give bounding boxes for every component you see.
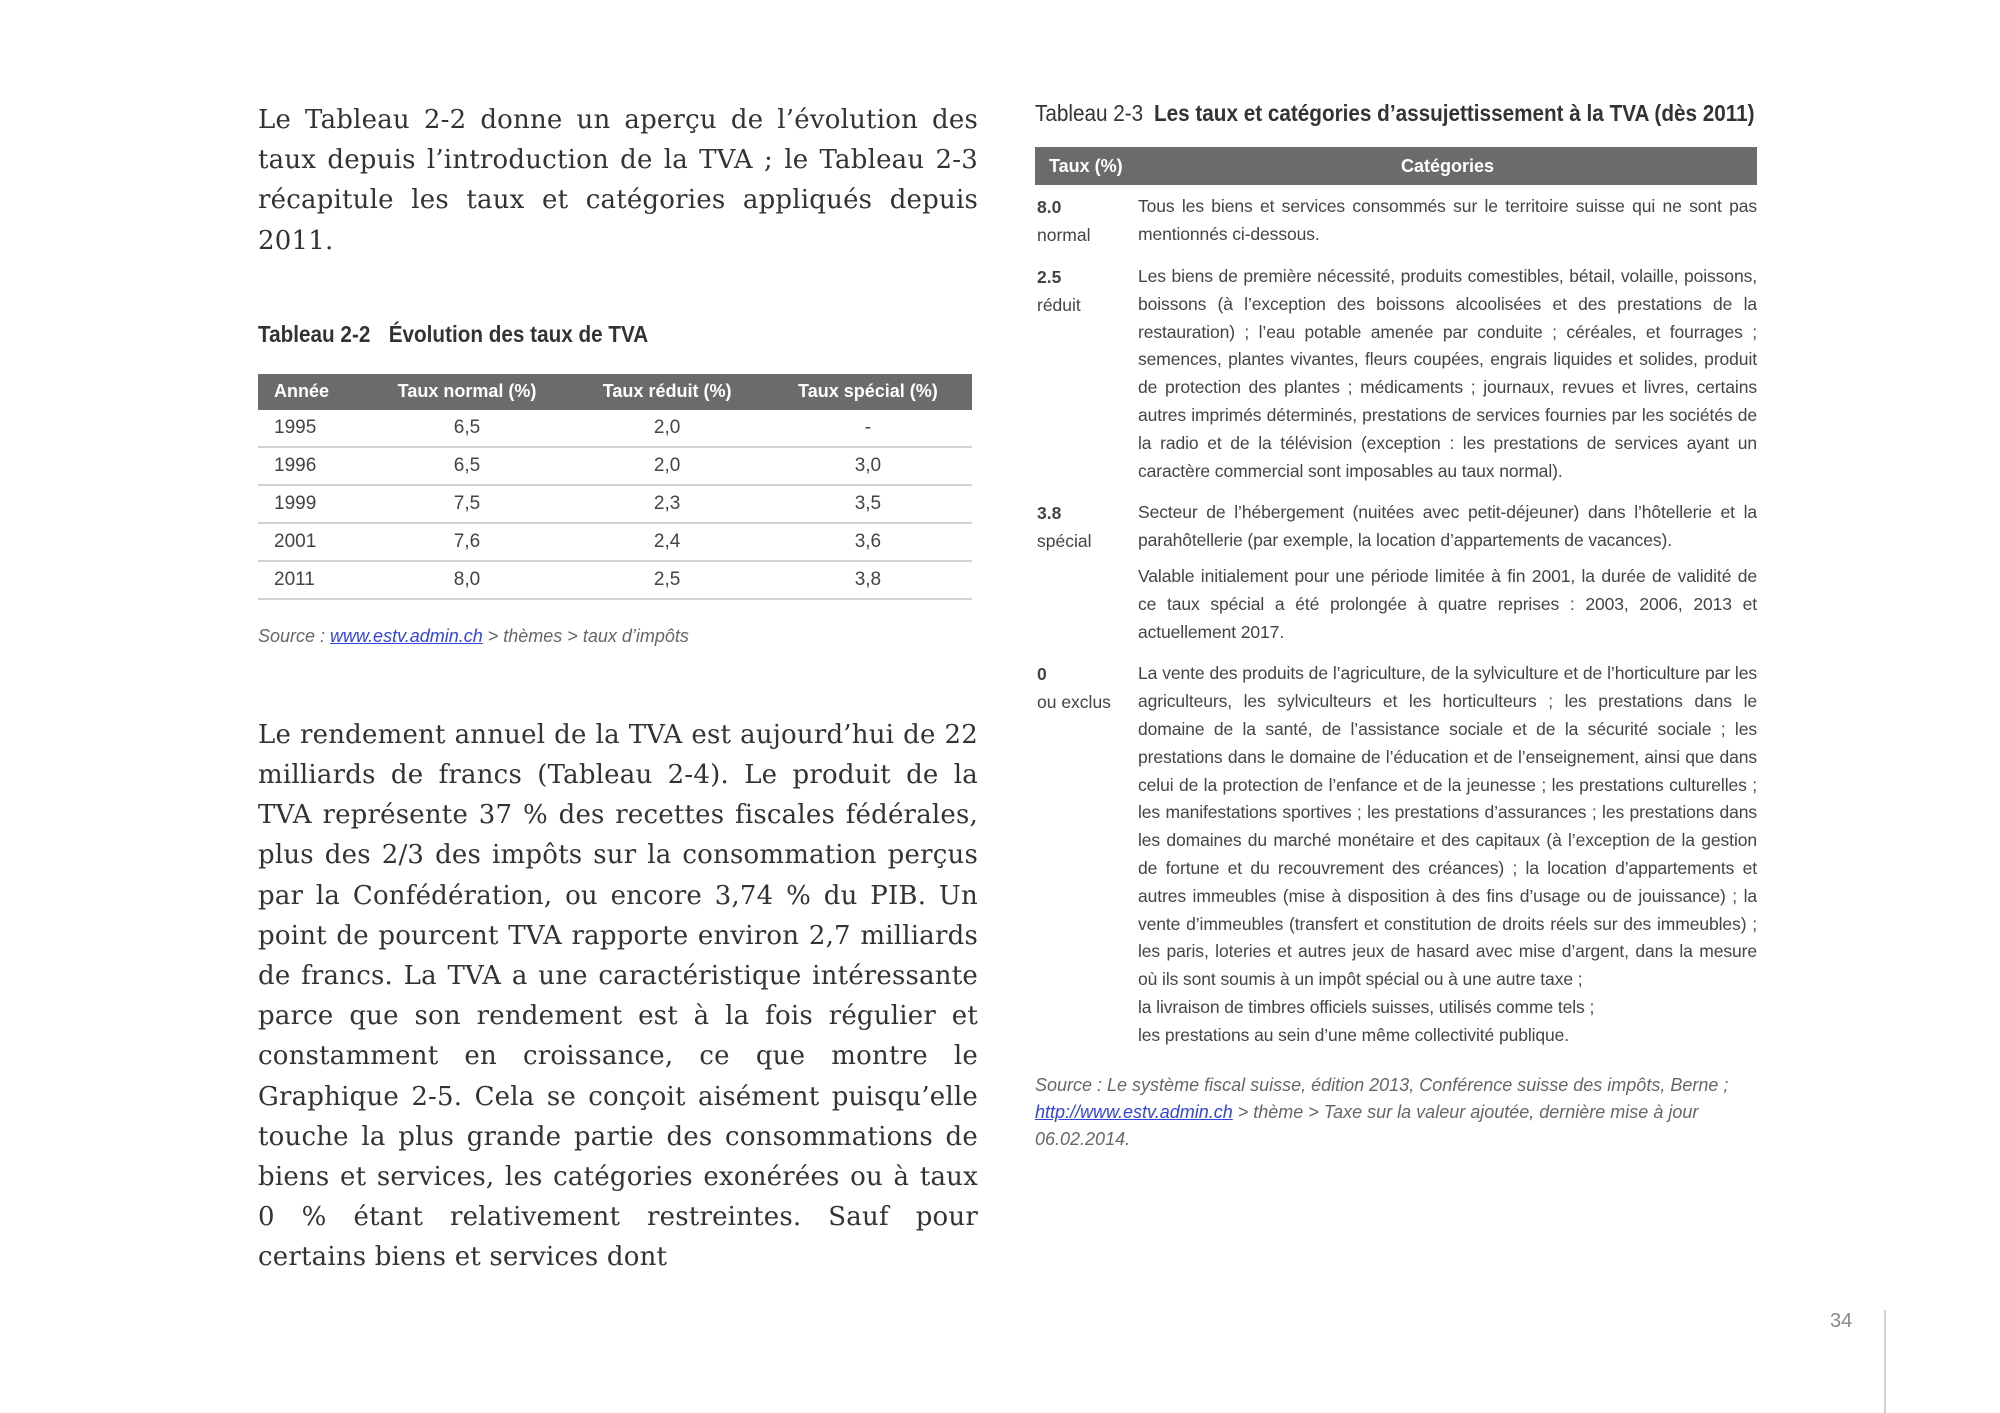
table-row <box>258 447 972 485</box>
table-row <box>1035 255 1757 491</box>
cell-normal: 7,6 <box>364 523 571 561</box>
col-header-taux-special: Taux spécial (%) <box>764 374 972 410</box>
category-text: La vente des produits de l’agriculture, de la sylviculture et de l’horticulture par les agriculteurs, les sylviculteurs et les horticulteurs ; les prestations dans le domaine de la santé, de l’assistance sociale et de la sécurité sociale ; les prestations dans le domaine de l’éducation et de l’enseignement, ainsi que dans celui de la protection de l’enfance et de la jeunesse ; les prestations culturelles ; les manifestations sportives ; les prestations d’assurances ; les prestations dans les domaines du marché monétaire et des capitaux (à l’exception de la gestion de fortune et du recouvrement des créances) ; la location d’appartements et autres immeubles (mise à disposition à des fins d’usage ou de jouissance) ; la vente d’immeubles (transfert et constitution de droits réels sur des immeubles) ; les paris, loteries et autres jeux de hasard avec mise d’argent, dans la mesure où ils sont soumis à un impôt spécial ou à une autre taxe ; <box>1138 663 1757 990</box>
table-2-3-number: Tableau 2-3 <box>1035 100 1144 126</box>
rate-cell <box>1035 185 1138 255</box>
source-link[interactable]: http://www.estv.admin.ch <box>1035 1101 1233 1122</box>
col-header-categories: Catégories <box>1138 147 1757 185</box>
category-text-line3: les prestations au sein d’une même collectivité publique. <box>1138 1024 1570 1045</box>
table-row <box>258 485 972 523</box>
category-text-note: Valable initialement pour une période limitée à fin 2001, la durée de validité de ce taux spécial a été prolongée à quatre reprises : 2003, 2006, 2013 et actuellement 2017. <box>1138 565 1757 642</box>
cell-special: 3,6 <box>764 523 972 561</box>
table-row <box>258 410 972 447</box>
cell-special: 3,8 <box>764 561 972 599</box>
cell-reduit: 2,5 <box>570 561 763 599</box>
cell-year: 2011 <box>258 561 364 599</box>
cell-year: 1999 <box>258 485 364 523</box>
cell-normal: 6,5 <box>364 447 571 485</box>
cell-normal: 6,5 <box>364 410 571 447</box>
cell-year: 1996 <box>258 447 364 485</box>
table-2-2-caption <box>258 321 906 348</box>
table-2-2-number: Tableau 2-2 <box>258 320 371 347</box>
source-prefix: Source : <box>258 625 331 646</box>
cell-year: 2001 <box>258 523 364 561</box>
table-2-2-title: Évolution des taux de TVA <box>388 320 649 347</box>
page-divider <box>1884 1310 1886 1413</box>
table-2-3 <box>1035 147 1757 1056</box>
rate-value: 3.8 <box>1037 503 1062 524</box>
source-suffix: > thème > Taxe sur la valeur ajoutée, dernière mise à jour 06.02.2014. <box>1035 1101 1699 1149</box>
table-header-row <box>258 374 972 410</box>
rate-cell <box>1035 491 1138 652</box>
col-header-taux: Taux (%) <box>1035 147 1138 185</box>
table-row <box>1035 652 1757 1055</box>
table-header-row <box>1035 147 1757 185</box>
body-paragraph: Le rendement annuel de la TVA est aujourd’hui de 22 milliards de francs (Tableau 2-4). Le produit de la TVA représente 37 % des recettes fiscales fédérales, plus des 2/3 des impôts sur la consommation perçus par la Confédération, ou encore 3,74 % du PIB. Un point de pourcent TVA rapporte environ 2,7 milliards de francs. La TVA a une caractéristique intéressante parce que son rendement est à la fois régulier et constamment en croissance, ce que montre le Graphique 2-5. Cela se conçoit aisément puisqu’elle touche la plus grande partie des consommations de biens et services, les catégories exonérées ou à taux 0 % étant relativement restreintes. Sauf pour certains biens et services dont <box>258 719 978 1273</box>
col-header-taux-reduit: Taux réduit (%) <box>570 374 763 410</box>
table-row <box>1035 185 1757 255</box>
category-cell <box>1138 255 1757 491</box>
category-text: Secteur de l’hébergement (nuitées avec petit-déjeuner) dans l’hôtellerie et la parahôtellerie (par exemple, la location d’appartements de vacances). <box>1138 502 1757 551</box>
rate-value: 0 <box>1037 664 1047 685</box>
left-column <box>258 100 978 1278</box>
rate-value: 2.5 <box>1037 267 1062 287</box>
table-2-3-title: Les taux et catégories d’assujettissement à la TVA (dès 2011) <box>1153 100 1755 126</box>
category-text: Les biens de première nécessité, produits comestibles, bétail, volaille, poissons, boissons (à l’exception des boissons alcoolisées et des prestations de la restauration) ; l’eau potable amenée par conduite ; céréales, et fourrages ; semences, plantes vivantes, fleurs coupées, engrais liquides et solides, produit de protection des plantes ; médicaments ; journaux, revues et livres, certains autres imprimés déterminés, prestations de services fournies par les sociétés de la radio et de la télévision (exception : les prestations de services ayant un caractère commercial sont imposables au taux normal). <box>1138 266 1757 481</box>
page-number: 34 <box>1830 1310 1853 1332</box>
category-cell <box>1138 185 1757 255</box>
table-2-2-source <box>258 626 978 647</box>
source-link[interactable]: www.estv.admin.ch <box>330 625 483 646</box>
cell-normal: 8,0 <box>364 561 571 599</box>
cell-year: 1995 <box>258 410 364 447</box>
intro-paragraph: Le Tableau 2-2 donne un aperçu de l’évolution des taux depuis l’introduction de la TVA ; le Tableau 2-3 récapitule les taux et catégories appliqués depuis 2011. <box>258 105 978 256</box>
cell-special: - <box>764 410 972 447</box>
table-2-2 <box>258 374 972 600</box>
rate-label: ou exclus <box>1037 692 1111 713</box>
cell-reduit: 2,0 <box>570 447 763 485</box>
right-column <box>1035 100 1755 1153</box>
col-header-taux-normal: Taux normal (%) <box>364 374 571 410</box>
rate-label: réduit <box>1037 295 1081 315</box>
category-text-line2: la livraison de timbres officiels suisses, utilisés comme tels ; <box>1138 996 1595 1017</box>
category-cell <box>1138 652 1757 1055</box>
table-row <box>258 523 972 561</box>
cell-reduit: 2,0 <box>570 410 763 447</box>
col-header-annee: Année <box>258 374 364 410</box>
cell-special: 3,5 <box>764 485 972 523</box>
cell-reduit: 2,4 <box>570 523 763 561</box>
rate-label: spécial <box>1037 531 1092 552</box>
category-cell <box>1138 491 1757 652</box>
source-suffix: > thèmes > taux d’impôts <box>482 625 689 646</box>
cell-normal: 7,5 <box>364 485 571 523</box>
table-2-3-source <box>1035 1072 1735 1153</box>
cell-special: 3,0 <box>764 447 972 485</box>
rate-cell <box>1035 255 1138 491</box>
rate-label: normal <box>1037 225 1091 245</box>
table-row <box>1035 491 1757 652</box>
category-text: Tous les biens et services consommés sur le territoire suisse qui ne sont pas mentionnés ci-dessous. <box>1138 196 1757 244</box>
table-row <box>258 561 972 599</box>
table-2-3-caption <box>1035 100 1755 127</box>
source-prefix: Source : Le système fiscal suisse, édition 2013, Conférence suisse des impôts, Berne ; <box>1035 1074 1729 1095</box>
rate-cell <box>1035 652 1138 1055</box>
cell-reduit: 2,3 <box>570 485 763 523</box>
rate-value: 8.0 <box>1037 197 1062 217</box>
